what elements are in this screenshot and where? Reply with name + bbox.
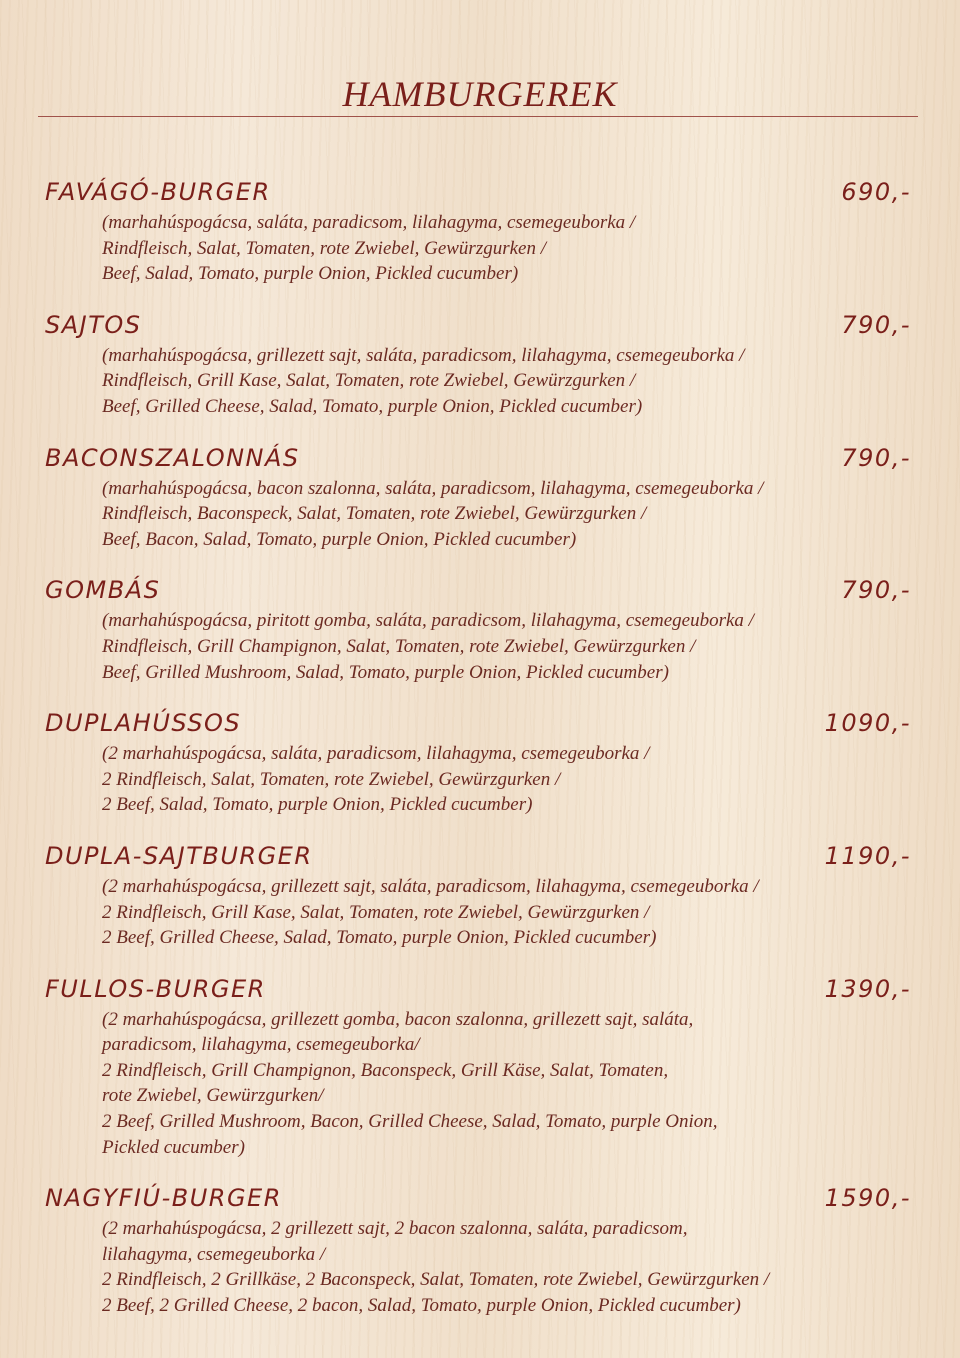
menu-item-price: 690,- <box>841 178 911 206</box>
description-line: (marhahúspogácsa, saláta, paradicsom, lilahagyma, csemegeuborka / <box>102 212 636 233</box>
menu-item-description <box>102 1216 911 1318</box>
description-line: 2 Rindfleisch, Salat, Tomaten, rote Zwiebel, Gewürzgurken / <box>102 768 561 790</box>
menu-item <box>45 706 911 818</box>
menu-item <box>45 573 911 685</box>
description-line: Beef, Salad, Tomato, purple Onion, Pickled cucumber) <box>102 263 519 285</box>
menu-item <box>45 441 911 553</box>
menu-item-price: 1590,- <box>824 1184 911 1213</box>
menu-item-description <box>102 210 911 287</box>
menu-item-name: BACONSZALONNÁS <box>45 443 300 472</box>
menu-item-description <box>102 608 911 685</box>
menu-item-description <box>102 874 911 951</box>
menu-item-header <box>45 839 911 874</box>
description-line: 2 Beef, Grilled Mushroom, Bacon, Grilled Cheese, Salad, Tomato, purple Onion, <box>102 1111 718 1133</box>
description-line: (2 marhahúspogácsa, grillezett gomba, bacon szalonna, grillezett sajt, saláta, <box>102 1008 694 1030</box>
description-line: Rindfleisch, Salat, Tomaten, rote Zwiebel, Gewürzgurken / <box>102 237 547 259</box>
page-title: HAMBURGEREK <box>342 74 618 114</box>
description-line: rote Zwiebel, Gewürzgurken/ <box>102 1085 324 1107</box>
menu-item-header <box>45 972 911 1007</box>
description-line: Beef, Grilled Cheese, Salad, Tomato, purple Onion, Pickled cucumber) <box>102 395 643 417</box>
description-line: Rindfleisch, Grill Kase, Salat, Tomaten, rote Zwiebel, Gewürzgurken / <box>102 370 636 392</box>
menu-item-name: NAGYFIÚ-BURGER <box>45 1184 282 1213</box>
menu-item-header <box>45 441 911 476</box>
menu-item-header <box>45 175 911 210</box>
description-line: (marhahúspogácsa, bacon szalonna, saláta, paradicsom, lilahagyma, csemegeuborka / <box>102 477 764 499</box>
description-line: (marhahúspogácsa, grillezett sajt, saláta, paradicsom, lilahagyma, csemegeuborka / <box>102 344 745 366</box>
menu-item-header <box>45 706 911 741</box>
description-line: (2 marhahúspogácsa, 2 grillezett sajt, 2 bacon szalonna, saláta, paradicsom, <box>102 1218 688 1240</box>
menu-item-name: SAJTOS <box>45 310 142 339</box>
menu-item <box>45 308 911 420</box>
menu-item-price: 790,- <box>841 443 911 472</box>
menu-list <box>45 175 911 1340</box>
description-line: 2 Beef, Salad, Tomato, purple Onion, Pickled cucumber) <box>102 794 533 816</box>
description-line: (marhahúspogácsa, piritott gomba, saláta, paradicsom, lilahagyma, csemegeuborka / <box>102 610 754 632</box>
description-line: paradicsom, lilahagyma, csemegeuborka/ <box>102 1034 420 1056</box>
menu-item-header <box>45 573 911 608</box>
menu-item-price: 790,- <box>841 310 911 339</box>
menu-item-price: 790,- <box>841 576 911 605</box>
menu-item-price: 1190,- <box>824 841 911 870</box>
menu-item-header <box>45 308 911 343</box>
menu-item <box>45 175 911 287</box>
menu-item-description <box>102 1007 911 1161</box>
menu-item-price: 1390,- <box>824 974 911 1003</box>
description-line: 2 Rindfleisch, Grill Champignon, Baconspeck, Grill Käse, Salat, Tomaten, <box>102 1059 669 1081</box>
description-line: lilahagyma, csemegeuborka / <box>102 1243 326 1265</box>
title-divider <box>38 116 918 117</box>
description-line: (2 marhahúspogácsa, saláta, paradicsom, lilahagyma, csemegeuborka / <box>102 743 650 765</box>
menu-item-header <box>45 1181 911 1216</box>
menu-item-name: FULLOS-BURGER <box>45 974 266 1003</box>
menu-item-description <box>102 476 911 553</box>
menu-item-description <box>102 343 911 420</box>
description-line: 2 Rindfleisch, 2 Grillkäse, 2 Baconspeck, Salat, Tomaten, rote Zwiebel, Gewürzgurken / <box>102 1269 770 1291</box>
menu-item-price: 1090,- <box>824 709 911 738</box>
description-line: 2 Beef, Grilled Cheese, Salad, Tomato, purple Onion, Pickled cucumber) <box>102 927 657 949</box>
page-header <box>0 74 960 114</box>
menu-item <box>45 1181 911 1318</box>
description-line: Rindfleisch, Baconspeck, Salat, Tomaten, rote Zwiebel, Gewürzgurken / <box>102 503 647 525</box>
description-line: (2 marhahúspogácsa, grillezett sajt, saláta, paradicsom, lilahagyma, csemegeuborka / <box>102 875 759 897</box>
description-line: Beef, Bacon, Salad, Tomato, purple Onion, Pickled cucumber) <box>102 528 577 550</box>
description-line: 2 Rindfleisch, Grill Kase, Salat, Tomaten, rote Zwiebel, Gewürzgurken / <box>102 901 650 923</box>
description-line: Beef, Grilled Mushroom, Salad, Tomato, purple Onion, Pickled cucumber) <box>102 661 669 683</box>
menu-item <box>45 972 911 1161</box>
description-line: Pickled cucumber) <box>102 1136 245 1158</box>
description-line: 2 Beef, 2 Grilled Cheese, 2 bacon, Salad, Tomato, purple Onion, Pickled cucumber) <box>102 1295 741 1317</box>
menu-item-name: DUPLA-SAJTBURGER <box>45 841 313 870</box>
menu-item-name: GOMBÁS <box>45 576 161 605</box>
menu-item <box>45 839 911 951</box>
description-line: Rindfleisch, Grill Champignon, Salat, Tomaten, rote Zwiebel, Gewürzgurken / <box>102 635 696 657</box>
menu-item-name: DUPLAHÚSSOS <box>45 709 242 738</box>
menu-item-description <box>102 741 911 818</box>
menu-item-name: FAVÁGÓ-BURGER <box>45 178 271 206</box>
